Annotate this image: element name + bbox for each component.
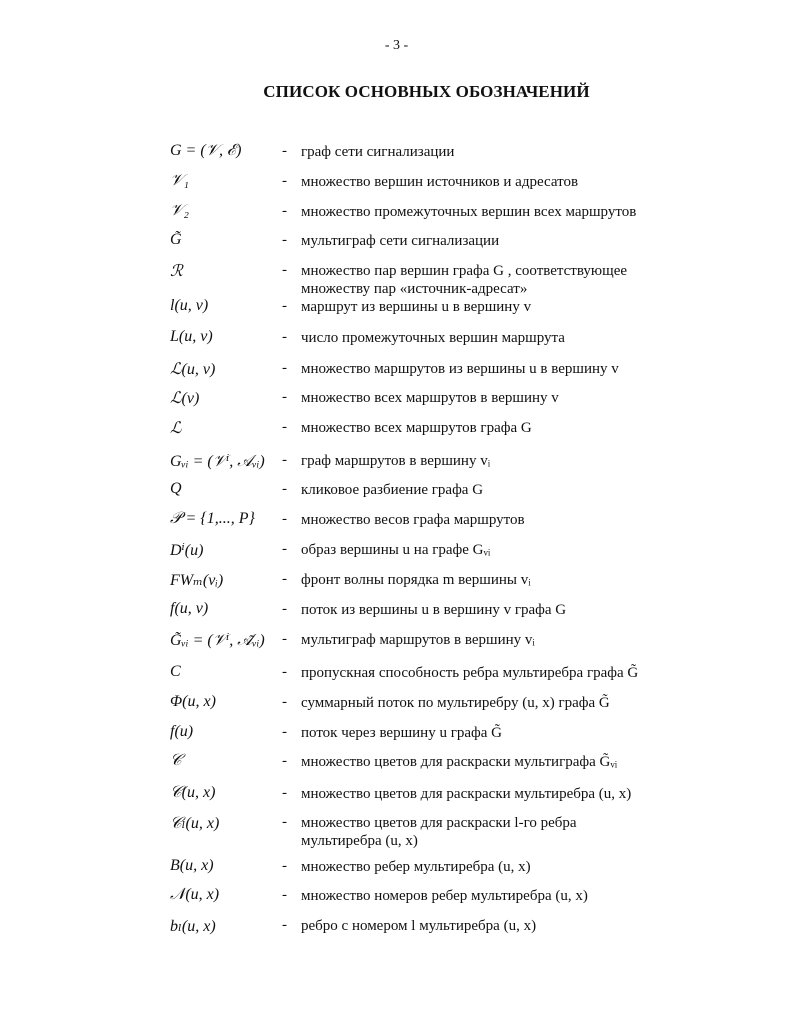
notation-description: маршрут из вершины u в вершину v [301,299,532,315]
notation-symbol: G̃ᵥᵢ = (𝒱ⁱ, 𝒜̃ᵥᵢ) [170,632,265,649]
notation-symbol: 𝒫 = {1,..., P} [170,510,255,527]
notation-description: множество пар вершин графа G , соответствующее множеству пар «источник-адресат» [301,263,628,297]
notation-description: число промежуточных вершин маршрута [301,330,565,346]
notation-description: множество вершин источников и адресатов [301,174,579,190]
notation-description: множество всех маршрутов графа G [301,420,532,436]
notation-symbol: 𝒩(u, x) [170,886,220,903]
notation-description: кликовое разбиение графа G [301,482,484,498]
notation-symbol: ℛ [170,263,183,280]
notation-dash: - [282,419,287,435]
notation-symbol: FWₘ(vᵢ) [170,572,224,589]
notation-dash: - [282,724,287,740]
notation-dash: - [282,694,287,710]
notation-symbol: Dⁱ(u) [170,542,204,559]
notation-symbol: l(u, v) [170,297,209,314]
notation-dash: - [282,814,287,830]
notation-description: мультиграф сети сигнализации [301,233,500,249]
notation-symbol: 𝒱₂ [170,202,189,219]
notation-description: множество цветов для раскраски мультиграфа G̃ᵥᵢ [301,754,618,770]
notation-symbol: C [170,663,181,680]
notation-dash: - [282,329,287,345]
notation-dash: - [282,785,287,801]
notation-dash: - [282,858,287,874]
notation-description: множество цветов для раскраски мультиребра (u, x) [301,786,632,802]
notation-dash: - [282,389,287,405]
notation-dash: - [282,262,287,278]
notation-dash: - [282,143,287,159]
notation-description: образ вершины u на графе Gᵥᵢ [301,542,491,558]
notation-symbol: G = (𝒱, ℰ) [170,142,242,159]
notation-description: мультиграф маршрутов в вершину vᵢ [301,632,535,648]
notation-description: пропускная способность ребра мультиребра графа G̃ [301,665,639,681]
notation-symbol: f(u) [170,723,194,740]
notation-dash: - [282,452,287,468]
notation-symbol: bₗ(u, x) [170,918,216,935]
page-number: - 3 - [384,38,409,53]
notation-description: граф сети сигнализации [301,144,455,160]
notation-symbol: f(u, v) [170,600,209,617]
notation-description: фронт волны порядка m вершины vᵢ [301,572,531,588]
notation-symbol: 𝒱₁ [170,172,189,189]
notation-dash: - [282,571,287,587]
notation-description: множество всех маршрутов в вершину v [301,390,559,406]
notation-dash: - [282,481,287,497]
notation-dash: - [282,917,287,933]
notation-description: множество ребер мультиребра (u, x) [301,859,531,875]
notation-symbol: Φ(u, x) [170,693,216,710]
notation-symbol: Q [170,480,182,497]
notation-symbol: 𝒞(u, x) [170,784,216,801]
notation-description: множество промежуточных вершин всех маршрутов [301,204,637,220]
notation-dash: - [282,631,287,647]
notation-dash: - [282,173,287,189]
notation-symbol: ℒ(u, v) [170,361,216,378]
notation-dash: - [282,203,287,219]
notation-description: суммарный поток по мультиребру (u, x) графа G̃ [301,695,610,711]
notation-description: множество номеров ребер мультиребра (u, x) [301,888,588,904]
page-title: СПИСОК ОСНОВНЫХ ОБОЗНАЧЕНИЙ [263,82,590,101]
notation-symbol: ℒ [170,420,182,437]
notation-dash: - [282,511,287,527]
notation-description: ребро с номером l мультиребра (u, x) [301,918,537,934]
notation-dash: - [282,541,287,557]
notation-symbol: ℒ(v) [170,390,200,407]
notation-symbol: L(u, v) [170,328,213,345]
notation-dash: - [282,360,287,376]
notation-description: множество цветов для раскраски l-го ребра мультиребра (u, x) [301,815,577,849]
notation-description: поток из вершины u в вершину v графа G [301,602,567,618]
notation-symbol: B(u, x) [170,857,214,874]
notation-description: поток через вершину u графа G̃ [301,725,502,741]
notation-dash: - [282,601,287,617]
notation-description: множество весов графа маршрутов [301,512,525,528]
notation-symbol: 𝒞ₗ(u, x) [170,815,220,832]
notation-description: граф маршрутов в вершину vᵢ [301,453,491,469]
notation-dash: - [282,664,287,680]
notation-dash: - [282,232,287,248]
notation-description: множество маршрутов из вершины u в вершину v [301,361,619,377]
notation-symbol: 𝒞 [170,752,182,769]
notation-dash: - [282,298,287,314]
notation-symbol: Gᵥᵢ = (𝒱ⁱ, 𝒜ᵥᵢ) [170,453,265,470]
notation-dash: - [282,753,287,769]
notation-dash: - [282,887,287,903]
notation-symbol: G̃ [170,231,182,248]
